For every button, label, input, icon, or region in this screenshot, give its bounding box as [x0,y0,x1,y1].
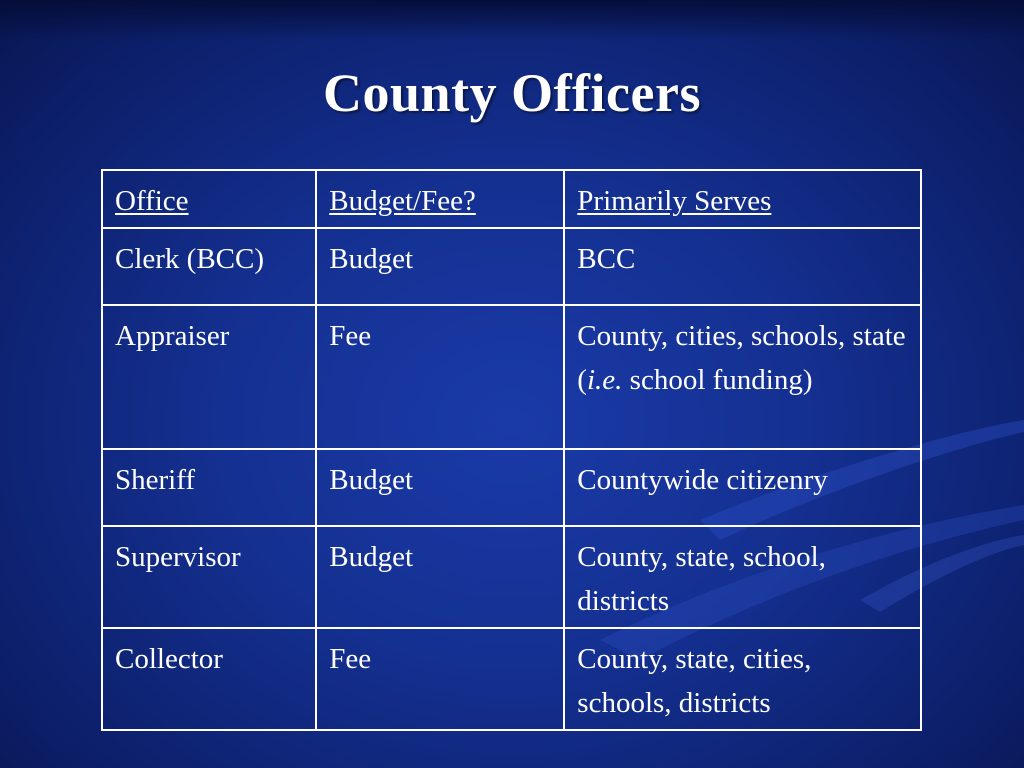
office-cell: Clerk (BCC) [102,228,316,305]
top-gradient-band [0,0,1024,40]
office-cell: Collector [102,628,316,730]
serves-text-part: school funding) [622,364,813,396]
office-cell: Sheriff [102,449,316,526]
budget-fee-cell: Budget [316,228,564,305]
county-officers-table [101,169,922,731]
slide-title: County Officers [323,63,701,123]
serves-text-part: County, cities, schools, state ( [577,320,906,396]
budget-fee-cell: Budget [316,449,564,526]
office-cell: Supervisor [102,526,316,628]
table-row [102,228,921,305]
header-primarily-serves-label: Primarily Serves [577,185,772,217]
office-cell: Appraiser [102,305,316,449]
serves-cell: County, state, school, districts [564,526,921,628]
table-row [102,305,921,449]
table-row [102,628,921,730]
serves-cell: Countywide citizenry [564,449,921,526]
header-office-label: Office [115,185,189,217]
header-budget-fee-label: Budget/Fee? [329,185,476,217]
budget-fee-cell: Budget [316,526,564,628]
header-cell-office [102,170,316,228]
header-cell-budget-fee [316,170,564,228]
serves-cell: BCC [564,228,921,305]
budget-fee-cell: Fee [316,305,564,449]
table-header-row [102,170,921,228]
serves-cell [564,305,921,449]
header-cell-primarily-serves [564,170,921,228]
table-row [102,526,921,628]
serves-italic-ie: i.e. [586,364,623,396]
table-row [102,449,921,526]
budget-fee-cell: Fee [316,628,564,730]
serves-cell: County, state, cities, schools, districts [564,628,921,730]
